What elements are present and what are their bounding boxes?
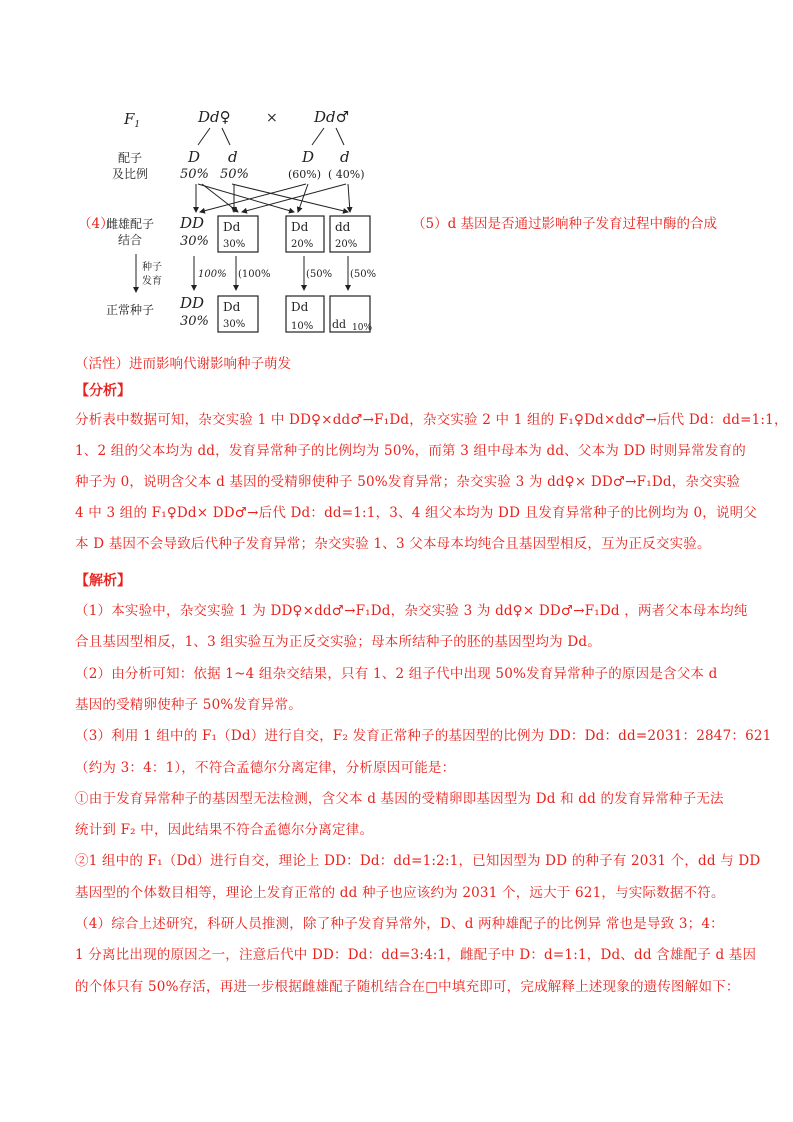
solution-line: （4）综合上述研究，科研人员推测，除了种子发育异常外，D、d 两种雄配子的比例异 常也是导致 3；4： xyxy=(75,916,724,932)
cross-sign: × xyxy=(266,110,278,126)
cross-male: Dd♂ xyxy=(314,108,350,126)
solution-line: （3）利用 1 组中的 F₁（Dd）进行自交，F₂ 发育正常种子的基因型的比例为 DD：Dd：dd=2031：2847：621 xyxy=(75,728,772,745)
pct-male-d: ( 40%) xyxy=(328,168,365,181)
analysis-line: 分析表中数据可知，杂交实验 1 中 DD♀×dd♂→F₁Dd，杂交实验 2 中 1 组的 F₁♀Dd×dd♂→后代 Dd：dd=1:1， xyxy=(75,412,788,428)
fusion-box-3-pct: 20% xyxy=(335,239,358,250)
fusion-box-3-genotype: dd xyxy=(335,220,351,234)
dev-pct-1: 100% xyxy=(198,269,227,280)
analysis-line: 种子为 0，说明含父本 d 基因的受精卵使种子 50%发育异常；杂交实验 3 为 dd♀× DD♂→F₁Dd，杂交实验 xyxy=(75,474,741,490)
cross-female: Dd♀ xyxy=(198,108,231,126)
gamete-female-D: D xyxy=(188,148,201,166)
solution-line: 的个体只有 50%存活，再进一步根据雌雄配子随机结合在□中填充即可，完成解释上述现象的遗传图解如下： xyxy=(75,978,740,995)
dev-pct-3: (50% xyxy=(306,269,333,280)
f1-label: $F_1$ xyxy=(124,110,141,130)
normal-box-1-pct: 30% xyxy=(223,319,246,330)
fusion-box-2-pct: 20% xyxy=(291,239,314,250)
pct-female-D: 50% xyxy=(180,167,209,182)
solution-line: 基因的受精卵使种子 50%发育异常。 xyxy=(75,696,302,713)
row-label-ratio: 及比例 xyxy=(112,167,149,181)
fusion-box-1-pct: 30% xyxy=(223,239,246,250)
pct-female-d: 50% xyxy=(220,167,249,182)
row-label-fusion: 雌雄配子 xyxy=(106,217,155,231)
fusion-box-2-genotype: Dd xyxy=(291,220,309,234)
row-label-gamete: 配子 xyxy=(118,151,143,165)
normal-DD-pct: 30% xyxy=(180,314,209,329)
normal-box-1-genotype: Dd xyxy=(223,300,241,314)
genetic-cross-diagram xyxy=(106,100,390,338)
analysis-header: 【分析】 xyxy=(75,383,131,399)
row-label-combine: 结合 xyxy=(118,233,143,247)
analysis-line: 本 D 基因不会导致后代种子发育异常；杂交实验 1、3 父本母本均纯合且基因型相反，互为正反交实验。 xyxy=(75,536,711,552)
gamete-male-D: D xyxy=(302,148,315,166)
row-label-normal: 正常种子 xyxy=(106,303,155,317)
gamete-female-d: d xyxy=(228,148,238,166)
solution-line: 合且基因型相反，1、3 组实验互为正反交实验；母本所结种子的胚的基因型均为 Dd。 xyxy=(75,634,601,651)
dev-pct-4: (50% xyxy=(350,269,377,280)
solution-line: 1 分离比出现的原因之一，注意后代中 DD：Dd：dd=3:4:1，雌配子中 D：d=1:1，Dd、dd 含雄配子 d 基因 xyxy=(75,947,757,964)
normal-box-2-genotype: Dd xyxy=(291,300,309,314)
solution-line: ①由于发育异常种子的基因型无法检测，含父本 d 基因的受精卵即基因型为 Dd 和 dd 的发育异常种子无法 xyxy=(75,790,724,807)
normal-box-3-genotype: dd xyxy=(332,318,347,331)
normal-DD: DD xyxy=(180,294,205,312)
solution-line: （1）本实验中，杂交实验 1 为 DD♀×dd♂→F₁Dd，杂交实验 3 为 dd♀× DD♂→F₁Dd ，两者父本母本均纯 xyxy=(75,603,748,619)
gamete-male-d: d xyxy=(340,148,350,166)
arrow-label-develop: 发育 xyxy=(142,276,162,287)
solution-line: 基因型的个体数目相等，理论上发育正常的 dd 种子也应该约为 2031 个，远大于 621，与实际数据不符。 xyxy=(75,884,725,901)
normal-box-3-pct: 10% xyxy=(352,323,373,333)
arrow-label-seed: 种子 xyxy=(142,262,162,273)
analysis-line: 1、2 组的父本均为 dd，发育异常种子的比例均为 50%，而第 3 组中母本为 dd、父本为 DD 时则异常发育的 xyxy=(75,443,746,459)
question-5-continuation: （活性）进而影响代谢影响种子萌发 xyxy=(75,356,291,372)
solution-line: 统计到 F₂ 中，因此结果不符合孟德尔分离定律。 xyxy=(75,822,374,839)
normal-box-2-pct: 10% xyxy=(291,321,314,332)
analysis-line: 4 中 3 组的 F₁♀Dd× DD♂→后代 Dd：dd=1:1，3、4 组父本均为 DD 且发育异常种子的比例均为 0，说明父 xyxy=(75,505,758,521)
solution-line: ②1 组中的 F₁（Dd）进行自交，理论上 DD：Dd：dd=1:2:1，已知因型为 DD 的种子有 2031 个，dd 与 DD xyxy=(75,853,761,870)
question-5-text: （5）d 基因是否通过影响种子发育过程中酶的合成 xyxy=(412,216,718,232)
fusion-box-1-genotype: Dd xyxy=(223,220,241,234)
solution-header: 【解析】 xyxy=(75,573,131,589)
fusion-DD: DD xyxy=(180,214,205,232)
dev-pct-2: (100% xyxy=(238,269,271,280)
question-4-label: （4） xyxy=(78,216,114,232)
pct-male-D: (60%) xyxy=(288,168,322,181)
solution-line: （约为 3：4：1），不符合孟德尔分离定律，分析原因可能是： xyxy=(75,759,456,776)
fusion-DD-pct: 30% xyxy=(180,234,209,249)
solution-line: （2）由分析可知：依据 1~4 组杂交结果，只有 1、2 组子代中出现 50%发育异常种子的原因是含父本 d xyxy=(75,665,718,682)
